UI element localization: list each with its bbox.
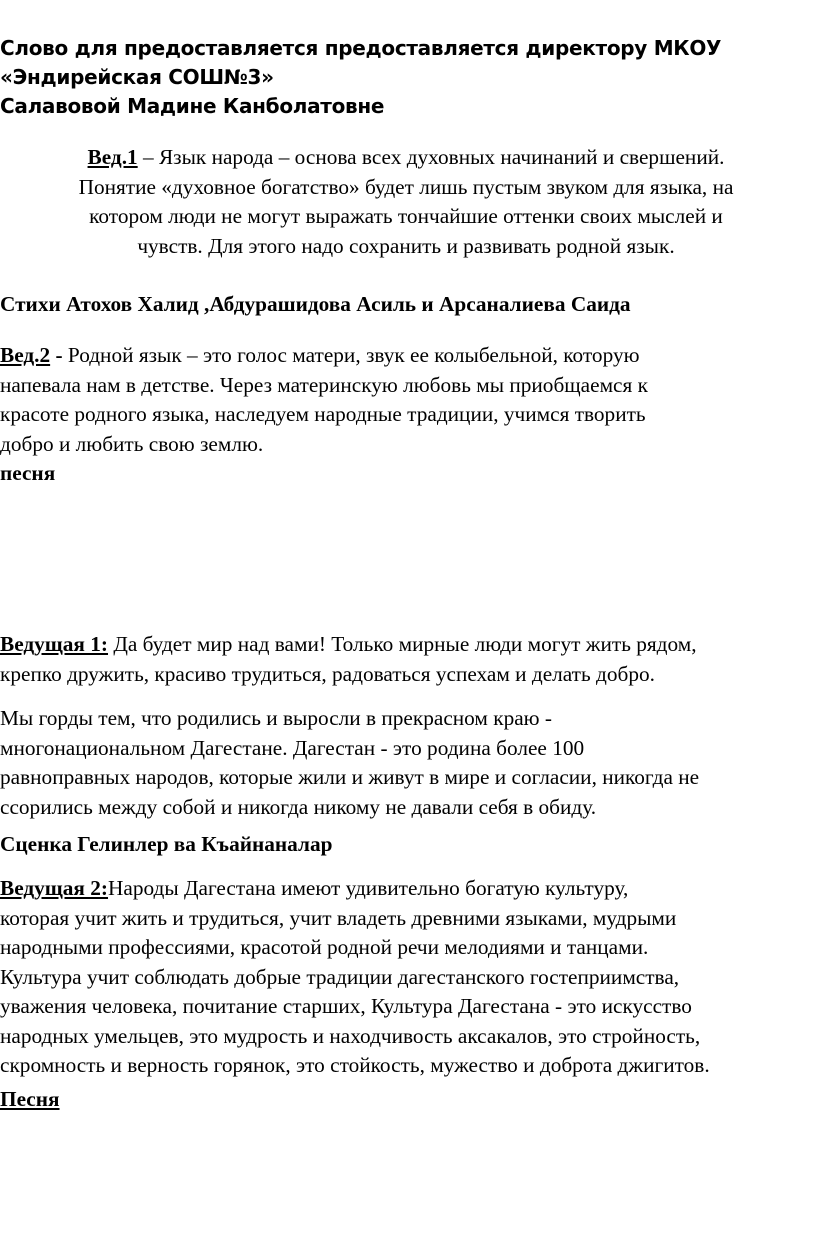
- leader2-paragraph: [0, 874, 812, 1081]
- ved2-line-2: напевала нам в детстве. Через материнскую любовь мы приобщаемся к: [0, 372, 648, 397]
- dagestan-line-1: Мы горды тем, что родились и выросли в прекрасном краю -: [0, 706, 552, 730]
- leader2-line-1: Народы Дагестана имеют удивительно богатую культуру,: [108, 876, 629, 900]
- header-line-3: Салавовой Мадине Канболатовне: [0, 94, 385, 118]
- ved2-line-4: добро и любить свою землю.: [0, 431, 264, 456]
- ved2-label: Вед.2: [0, 343, 51, 367]
- leader2-line-5: уважения человека, почитание старших, Культура Дагестана - это искусство: [0, 994, 692, 1018]
- ved2-paragraph: [0, 341, 812, 489]
- leader2-line-2: которая учит жить и трудиться, учит владеть древними языками, мудрыми: [0, 905, 677, 930]
- leader2-line-6: народных умельцев, это мудрость и находчивость аксакалов, это стройность,: [0, 1023, 701, 1048]
- ved1-line-4: чувств. Для этого надо сохранить и развивать родной язык.: [137, 233, 675, 258]
- ved1-line-2: Понятие «духовное богатство» будет лишь пустым звуком для языка, на: [78, 174, 734, 199]
- leader2-label: Ведущая 2:: [0, 876, 109, 900]
- leader1-label: Ведущая 1:: [0, 632, 109, 656]
- ved1-label: Вед.1: [87, 145, 138, 169]
- song-label-1: песня: [0, 461, 56, 485]
- scene-heading: Сценка Гелинлер ва Къайнаналар: [0, 832, 333, 856]
- ved1-line-3: котором люди не могут выражать тончайшие оттенки своих мыслей и: [89, 204, 723, 228]
- song-label-2: Песня: [0, 1087, 60, 1111]
- ved2-line-3: красоте родного языка, наследуем народные традиции, учимся творить: [0, 402, 646, 426]
- leader1-paragraph: [0, 630, 812, 689]
- leader1-line-1: Да будет мир над вами! Только мирные люди могут жить рядом,: [108, 632, 697, 656]
- leader2-line-4: Культура учит соблюдать добрые традиции дагестанского гостеприимства,: [0, 964, 680, 989]
- leader2-line-3: народными профессиями, красотой родной речи мелодиями и танцами.: [0, 935, 649, 959]
- dagestan-line-4: ссорились между собой и никогда никому не давали себя в обиду.: [0, 794, 597, 819]
- ved1-paragraph: [0, 143, 812, 261]
- dagestan-line-3: равноправных народов, которые жили и живут в мире и согласии, никогда не: [0, 765, 700, 789]
- ved2-line-1: Родной язык – это голос матери, звук ее колыбельной, которую: [67, 343, 640, 367]
- header-line-2: «Эндирейская СОШ№3»: [0, 65, 274, 89]
- ved1-line-1: – Язык народа – основа всех духовных начинаний и свершений.: [137, 145, 725, 169]
- header-line-1: Слово для предоставляется предоставляется директору МКОУ: [0, 36, 722, 60]
- dagestan-line-2: многонациональном Дагестане. Дагестан - это родина более 100: [0, 735, 585, 760]
- leader2-line-7: скромность и верность горянок, это стойкость, мужество и доброта джигитов.: [0, 1053, 710, 1077]
- leader1-line-2: крепко дружить, красиво трудиться, радоваться успехам и делать добро.: [0, 661, 655, 686]
- song-label-2-wrap: [0, 1085, 812, 1115]
- poems-heading: Стихи Атохов Халид ,Абдурашидова Асиль и Арсаналиева Саида: [0, 292, 631, 316]
- dagestan-paragraph: [0, 704, 812, 822]
- document-header: [0, 34, 810, 121]
- ved2-dash: -: [50, 343, 68, 367]
